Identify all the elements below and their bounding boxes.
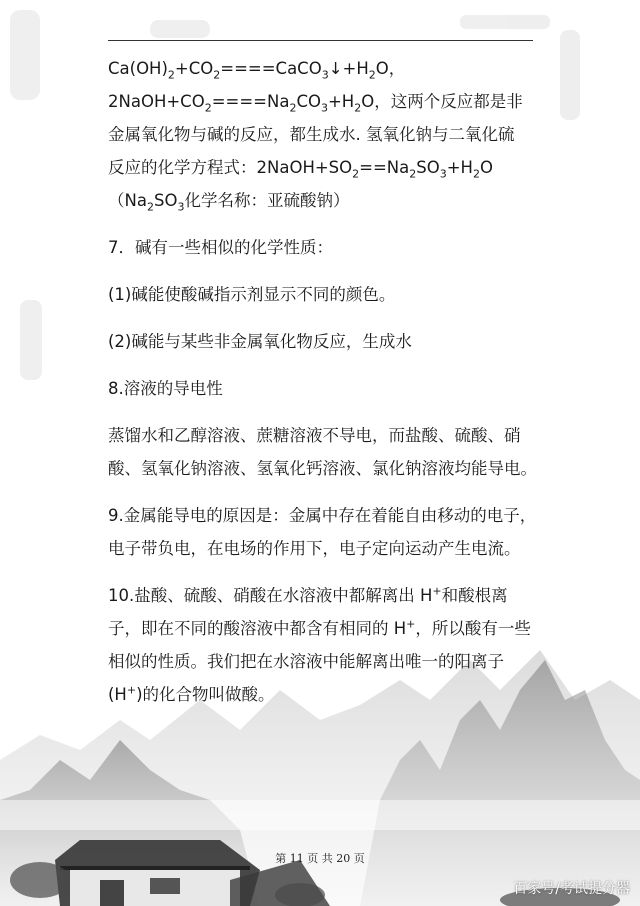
section-10-paragraph: 10.盐酸、硫酸、硝酸在水溶液中都解离出 H+和酸根离子，即在不同的酸溶液中都含有相同的 H+，所以酸有一些相似的性质。我们把在水溶液中能解离出唯一的阳离子(H+)的化合物叫做酸。 — [108, 584, 531, 704]
equation-line-4: 反应的化学方程式：$2NaOH+SO_2==Na_2SO_3+H_2O$ — [108, 158, 493, 181]
section-9-paragraph: 9.金属能导电的原因是：金属中存在着能自由移动的电子，电子带负电，在电场的作用下，电子定向运动产生电流。 — [108, 506, 537, 558]
equation-line-2: $2NaOH+CO_2====Na_2CO_3+H_2O$，这两个反应都是非 — [108, 92, 523, 115]
top-rule — [108, 40, 533, 41]
section-7-item-1: (1)碱能使酸碱指示剂显示不同的颜色。 — [108, 285, 396, 304]
source-watermark: 百家号/考试提分器 — [513, 881, 630, 897]
document-body — [108, 52, 538, 711]
section-8-heading: 8.溶液的导电性 — [108, 379, 223, 398]
page-number: 第 11 页 共 20 页 — [275, 852, 365, 865]
section-7-heading: 7．碱有一些相似的化学性质： — [108, 238, 333, 257]
equation-line-1: $Ca(OH)_2+CO_2====CaCO_3↓+H_2O$， — [108, 59, 406, 82]
section-7-item-2: (2)碱能与某些非金属氧化物反应，生成水 — [108, 332, 412, 351]
text-line-3: 金属氧化物与碱的反应，都生成水. 氢氧化钠与二氧化硫 — [108, 125, 515, 144]
section-8-body: 蒸馏水和乙醇溶液、蔗糖溶液不导电，而盐酸、硫酸、硝酸、氢氧化钠溶液、氢氧化钙溶液、氯化钠溶液均能导电。 — [108, 426, 537, 478]
equation-line-5: （$Na_2SO_3$化学名称：亚硫酸钠） — [108, 191, 350, 214]
